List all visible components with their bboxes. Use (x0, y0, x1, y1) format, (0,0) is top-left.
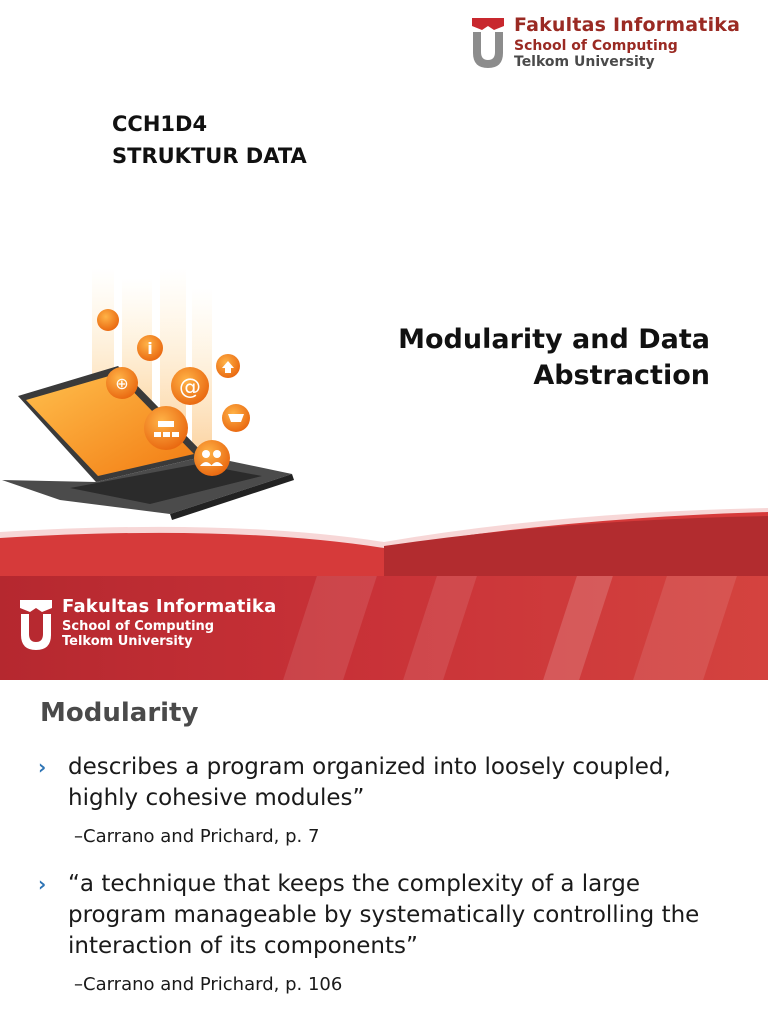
bullet-citation: –Carrano and Prichard, p. 7 (74, 826, 320, 847)
logo-faculty-name: Fakultas Informatika (514, 14, 741, 36)
banner-logo (18, 598, 276, 652)
telkom-logo-icon (18, 598, 54, 652)
logo-university-name: Telkom University (514, 53, 655, 70)
logo-school-name: School of Computing (514, 37, 678, 54)
banner-school-name: School of Computing (62, 618, 215, 634)
bullet-citation: –Carrano and Prichard, p. 106 (74, 974, 343, 995)
chevron-right-icon: › (38, 872, 47, 896)
svg-text:i: i (147, 339, 153, 358)
bullet-text: describes a program organized into loosely coupled, highly cohesive modules” (68, 754, 671, 811)
bullet-list (38, 752, 738, 1017)
chevron-right-icon: › (38, 755, 47, 779)
header-banner (0, 576, 768, 680)
slide-title (398, 322, 710, 394)
slide-heading: Modularity (40, 698, 199, 728)
banner-university-name: Telkom University (62, 633, 193, 649)
university-logo (470, 16, 740, 70)
svg-text:⊕: ⊕ (115, 374, 129, 393)
svg-text:@: @ (179, 375, 201, 400)
telkom-logo-icon (470, 16, 506, 70)
slide-title-line2: Abstraction (533, 360, 710, 391)
bullet-item (38, 869, 738, 962)
laptop-illustration (0, 268, 310, 528)
red-swoosh-decoration (0, 490, 768, 576)
course-code: CCH1D4 (112, 112, 208, 136)
course-info (112, 108, 307, 172)
bullet-text: “a technique that keeps the complexity of a large program manageable by systematically controlling the interaction of its components” (68, 871, 700, 959)
content-slide (0, 576, 768, 1024)
bullet-item (38, 752, 738, 814)
slide-title-line1: Modularity and Data (398, 324, 710, 355)
banner-faculty-name: Fakultas Informatika (62, 596, 277, 617)
course-name: STRUKTUR DATA (112, 144, 307, 168)
